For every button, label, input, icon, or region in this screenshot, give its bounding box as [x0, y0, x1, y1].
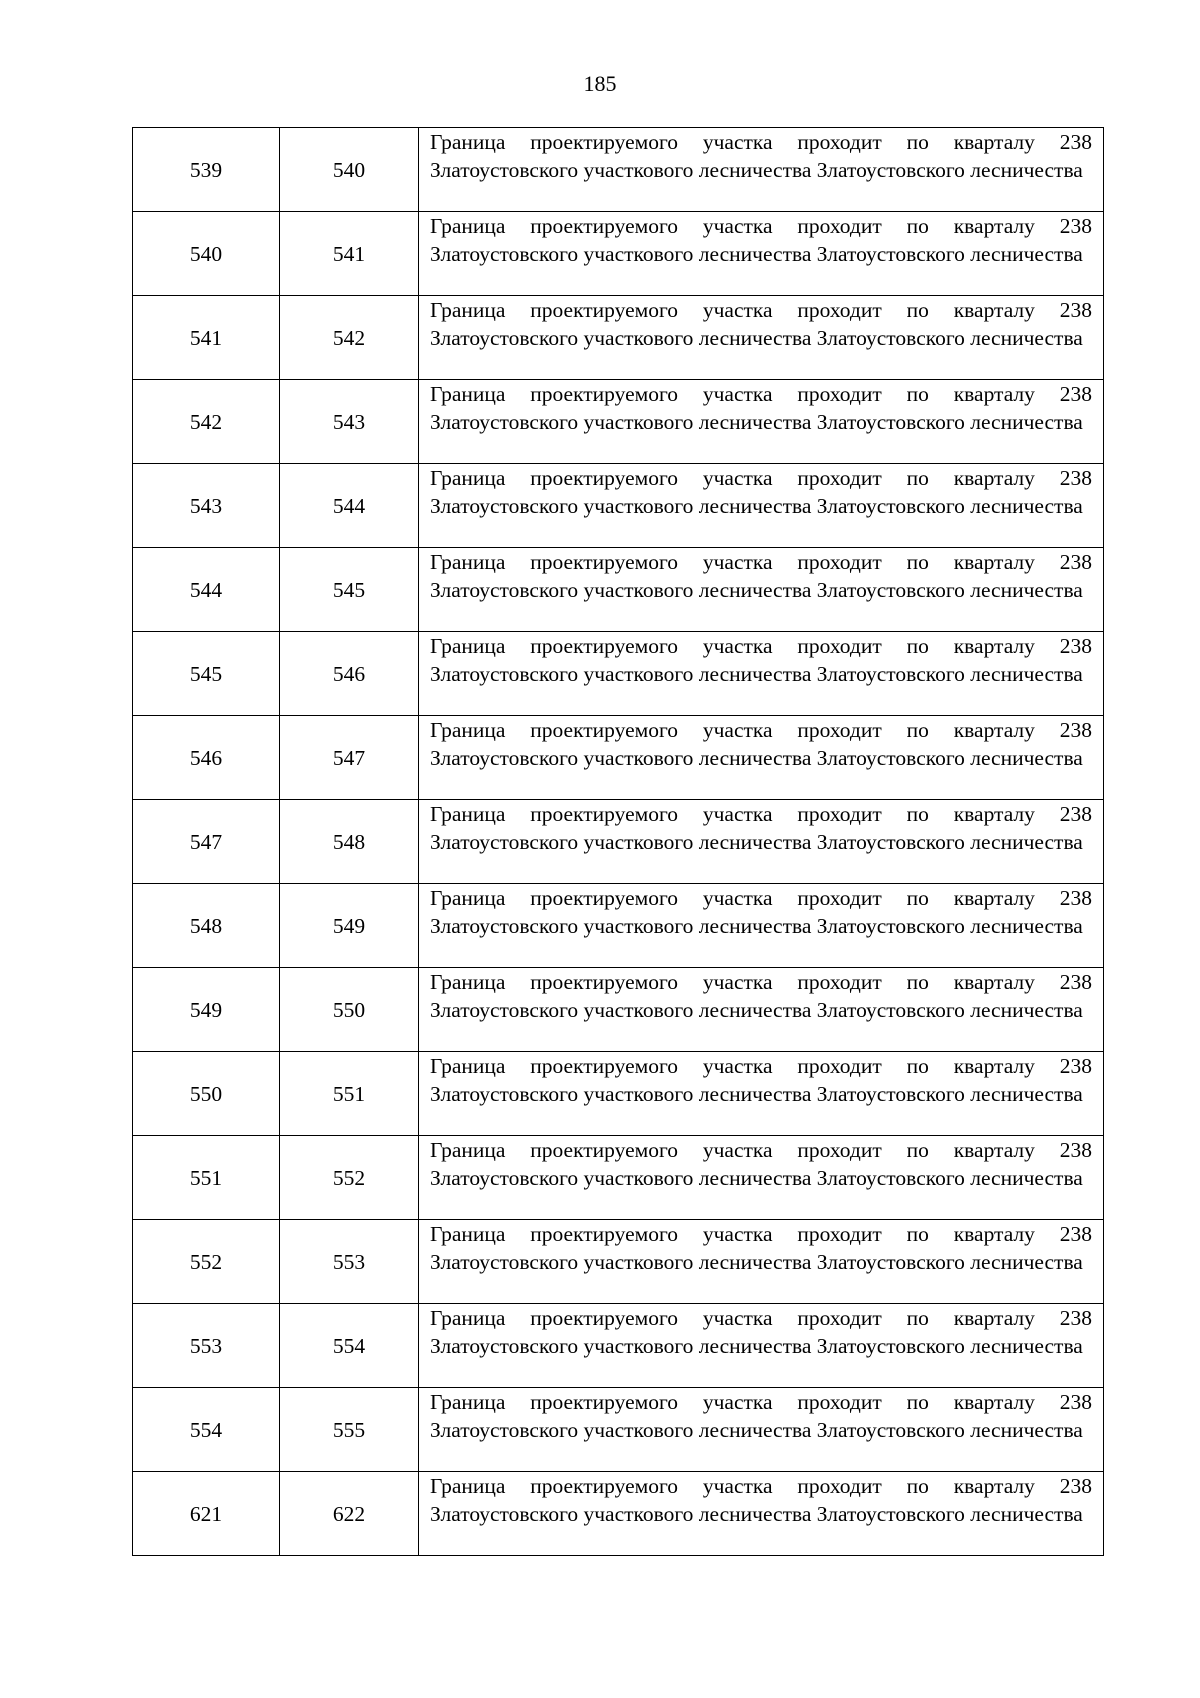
description-cell — [419, 716, 1104, 800]
point-from-cell: 545 — [133, 632, 280, 716]
point-from-cell: 541 — [133, 296, 280, 380]
table-row — [133, 128, 1104, 212]
point-to-cell: 541 — [280, 212, 419, 296]
table-body — [133, 128, 1104, 1556]
description-text: Граница проектируемого участка проходит по кварталу 238 Златоустовского участкового лесничества Златоустовского лесничества — [430, 214, 1092, 266]
point-to-cell: 550 — [280, 968, 419, 1052]
table-row — [133, 968, 1104, 1052]
point-from-cell: 554 — [133, 1388, 280, 1472]
point-from-cell: 546 — [133, 716, 280, 800]
point-from-cell: 621 — [133, 1472, 280, 1556]
description-text: Граница проектируемого участка проходит по кварталу 238 Златоустовского участкового лесничества Златоустовского лесничества — [430, 1474, 1092, 1526]
description-cell — [419, 464, 1104, 548]
description-text: Граница проектируемого участка проходит по кварталу 238 Златоустовского участкового лесничества Златоустовского лесничества — [430, 1138, 1092, 1190]
point-from-cell: 552 — [133, 1220, 280, 1304]
point-to-cell: 555 — [280, 1388, 419, 1472]
table-row — [133, 548, 1104, 632]
point-from-cell: 547 — [133, 800, 280, 884]
table-row — [133, 1052, 1104, 1136]
description-text: Граница проектируемого участка проходит по кварталу 238 Златоустовского участкового лесничества Златоустовского лесничества — [430, 1054, 1092, 1106]
point-to-cell: 554 — [280, 1304, 419, 1388]
table-row — [133, 464, 1104, 548]
table-row — [133, 296, 1104, 380]
description-cell — [419, 1388, 1104, 1472]
point-to-cell: 546 — [280, 632, 419, 716]
description-cell — [419, 1220, 1104, 1304]
description-text: Граница проектируемого участка проходит по кварталу 238 Златоустовского участкового лесничества Златоустовского лесничества — [430, 634, 1092, 686]
description-cell — [419, 632, 1104, 716]
description-cell — [419, 212, 1104, 296]
description-cell — [419, 1052, 1104, 1136]
point-from-cell: 549 — [133, 968, 280, 1052]
description-cell — [419, 1136, 1104, 1220]
description-text: Граница проектируемого участка проходит по кварталу 238 Златоустовского участкового лесничества Златоустовского лесничества — [430, 298, 1092, 350]
point-to-cell: 553 — [280, 1220, 419, 1304]
table-row — [133, 884, 1104, 968]
point-from-cell: 551 — [133, 1136, 280, 1220]
point-from-cell: 539 — [133, 128, 280, 212]
table-row — [133, 1136, 1104, 1220]
table-row — [133, 212, 1104, 296]
table-row — [133, 632, 1104, 716]
description-cell — [419, 128, 1104, 212]
description-cell — [419, 1472, 1104, 1556]
point-to-cell: 552 — [280, 1136, 419, 1220]
point-to-cell: 622 — [280, 1472, 419, 1556]
description-text: Граница проектируемого участка проходит по кварталу 238 Златоустовского участкового лесничества Златоустовского лесничества — [430, 1306, 1092, 1358]
description-cell — [419, 800, 1104, 884]
point-from-cell: 543 — [133, 464, 280, 548]
description-cell — [419, 968, 1104, 1052]
description-text: Граница проектируемого участка проходит по кварталу 238 Златоустовского участкового лесничества Златоустовского лесничества — [430, 970, 1092, 1022]
description-text: Граница проектируемого участка проходит по кварталу 238 Златоустовского участкового лесничества Златоустовского лесничества — [430, 550, 1092, 602]
point-to-cell: 542 — [280, 296, 419, 380]
point-to-cell: 549 — [280, 884, 419, 968]
point-from-cell: 550 — [133, 1052, 280, 1136]
description-cell — [419, 1304, 1104, 1388]
point-from-cell: 542 — [133, 380, 280, 464]
description-cell — [419, 296, 1104, 380]
point-to-cell: 547 — [280, 716, 419, 800]
point-to-cell: 551 — [280, 1052, 419, 1136]
description-text: Граница проектируемого участка проходит по кварталу 238 Златоустовского участкового лесничества Златоустовского лесничества — [430, 130, 1092, 182]
point-from-cell: 553 — [133, 1304, 280, 1388]
description-text: Граница проектируемого участка проходит по кварталу 238 Златоустовского участкового лесничества Златоустовского лесничества — [430, 466, 1092, 518]
point-to-cell: 548 — [280, 800, 419, 884]
point-from-cell: 548 — [133, 884, 280, 968]
boundary-table — [132, 127, 1104, 1556]
page-number: 185 — [583, 71, 617, 96]
table-row — [133, 1220, 1104, 1304]
point-to-cell: 543 — [280, 380, 419, 464]
description-text: Граница проектируемого участка проходит по кварталу 238 Златоустовского участкового лесничества Златоустовского лесничества — [430, 886, 1092, 938]
table-row — [133, 1388, 1104, 1472]
table-row — [133, 380, 1104, 464]
description-cell — [419, 548, 1104, 632]
point-from-cell: 540 — [133, 212, 280, 296]
description-text: Граница проектируемого участка проходит по кварталу 238 Златоустовского участкового лесничества Златоустовского лесничества — [430, 382, 1092, 434]
table-row — [133, 800, 1104, 884]
point-to-cell: 540 — [280, 128, 419, 212]
table-row — [133, 1304, 1104, 1388]
point-to-cell: 545 — [280, 548, 419, 632]
table-row — [133, 1472, 1104, 1556]
table-row — [133, 716, 1104, 800]
point-from-cell: 544 — [133, 548, 280, 632]
description-text: Граница проектируемого участка проходит по кварталу 238 Златоустовского участкового лесничества Златоустовского лесничества — [430, 1222, 1092, 1274]
description-text: Граница проектируемого участка проходит по кварталу 238 Златоустовского участкового лесничества Златоустовского лесничества — [430, 1390, 1092, 1442]
description-text: Граница проектируемого участка проходит по кварталу 238 Златоустовского участкового лесничества Златоустовского лесничества — [430, 718, 1092, 770]
description-text: Граница проектируемого участка проходит по кварталу 238 Златоустовского участкового лесничества Златоустовского лесничества — [430, 802, 1092, 854]
point-to-cell: 544 — [280, 464, 419, 548]
description-cell — [419, 884, 1104, 968]
description-cell — [419, 380, 1104, 464]
